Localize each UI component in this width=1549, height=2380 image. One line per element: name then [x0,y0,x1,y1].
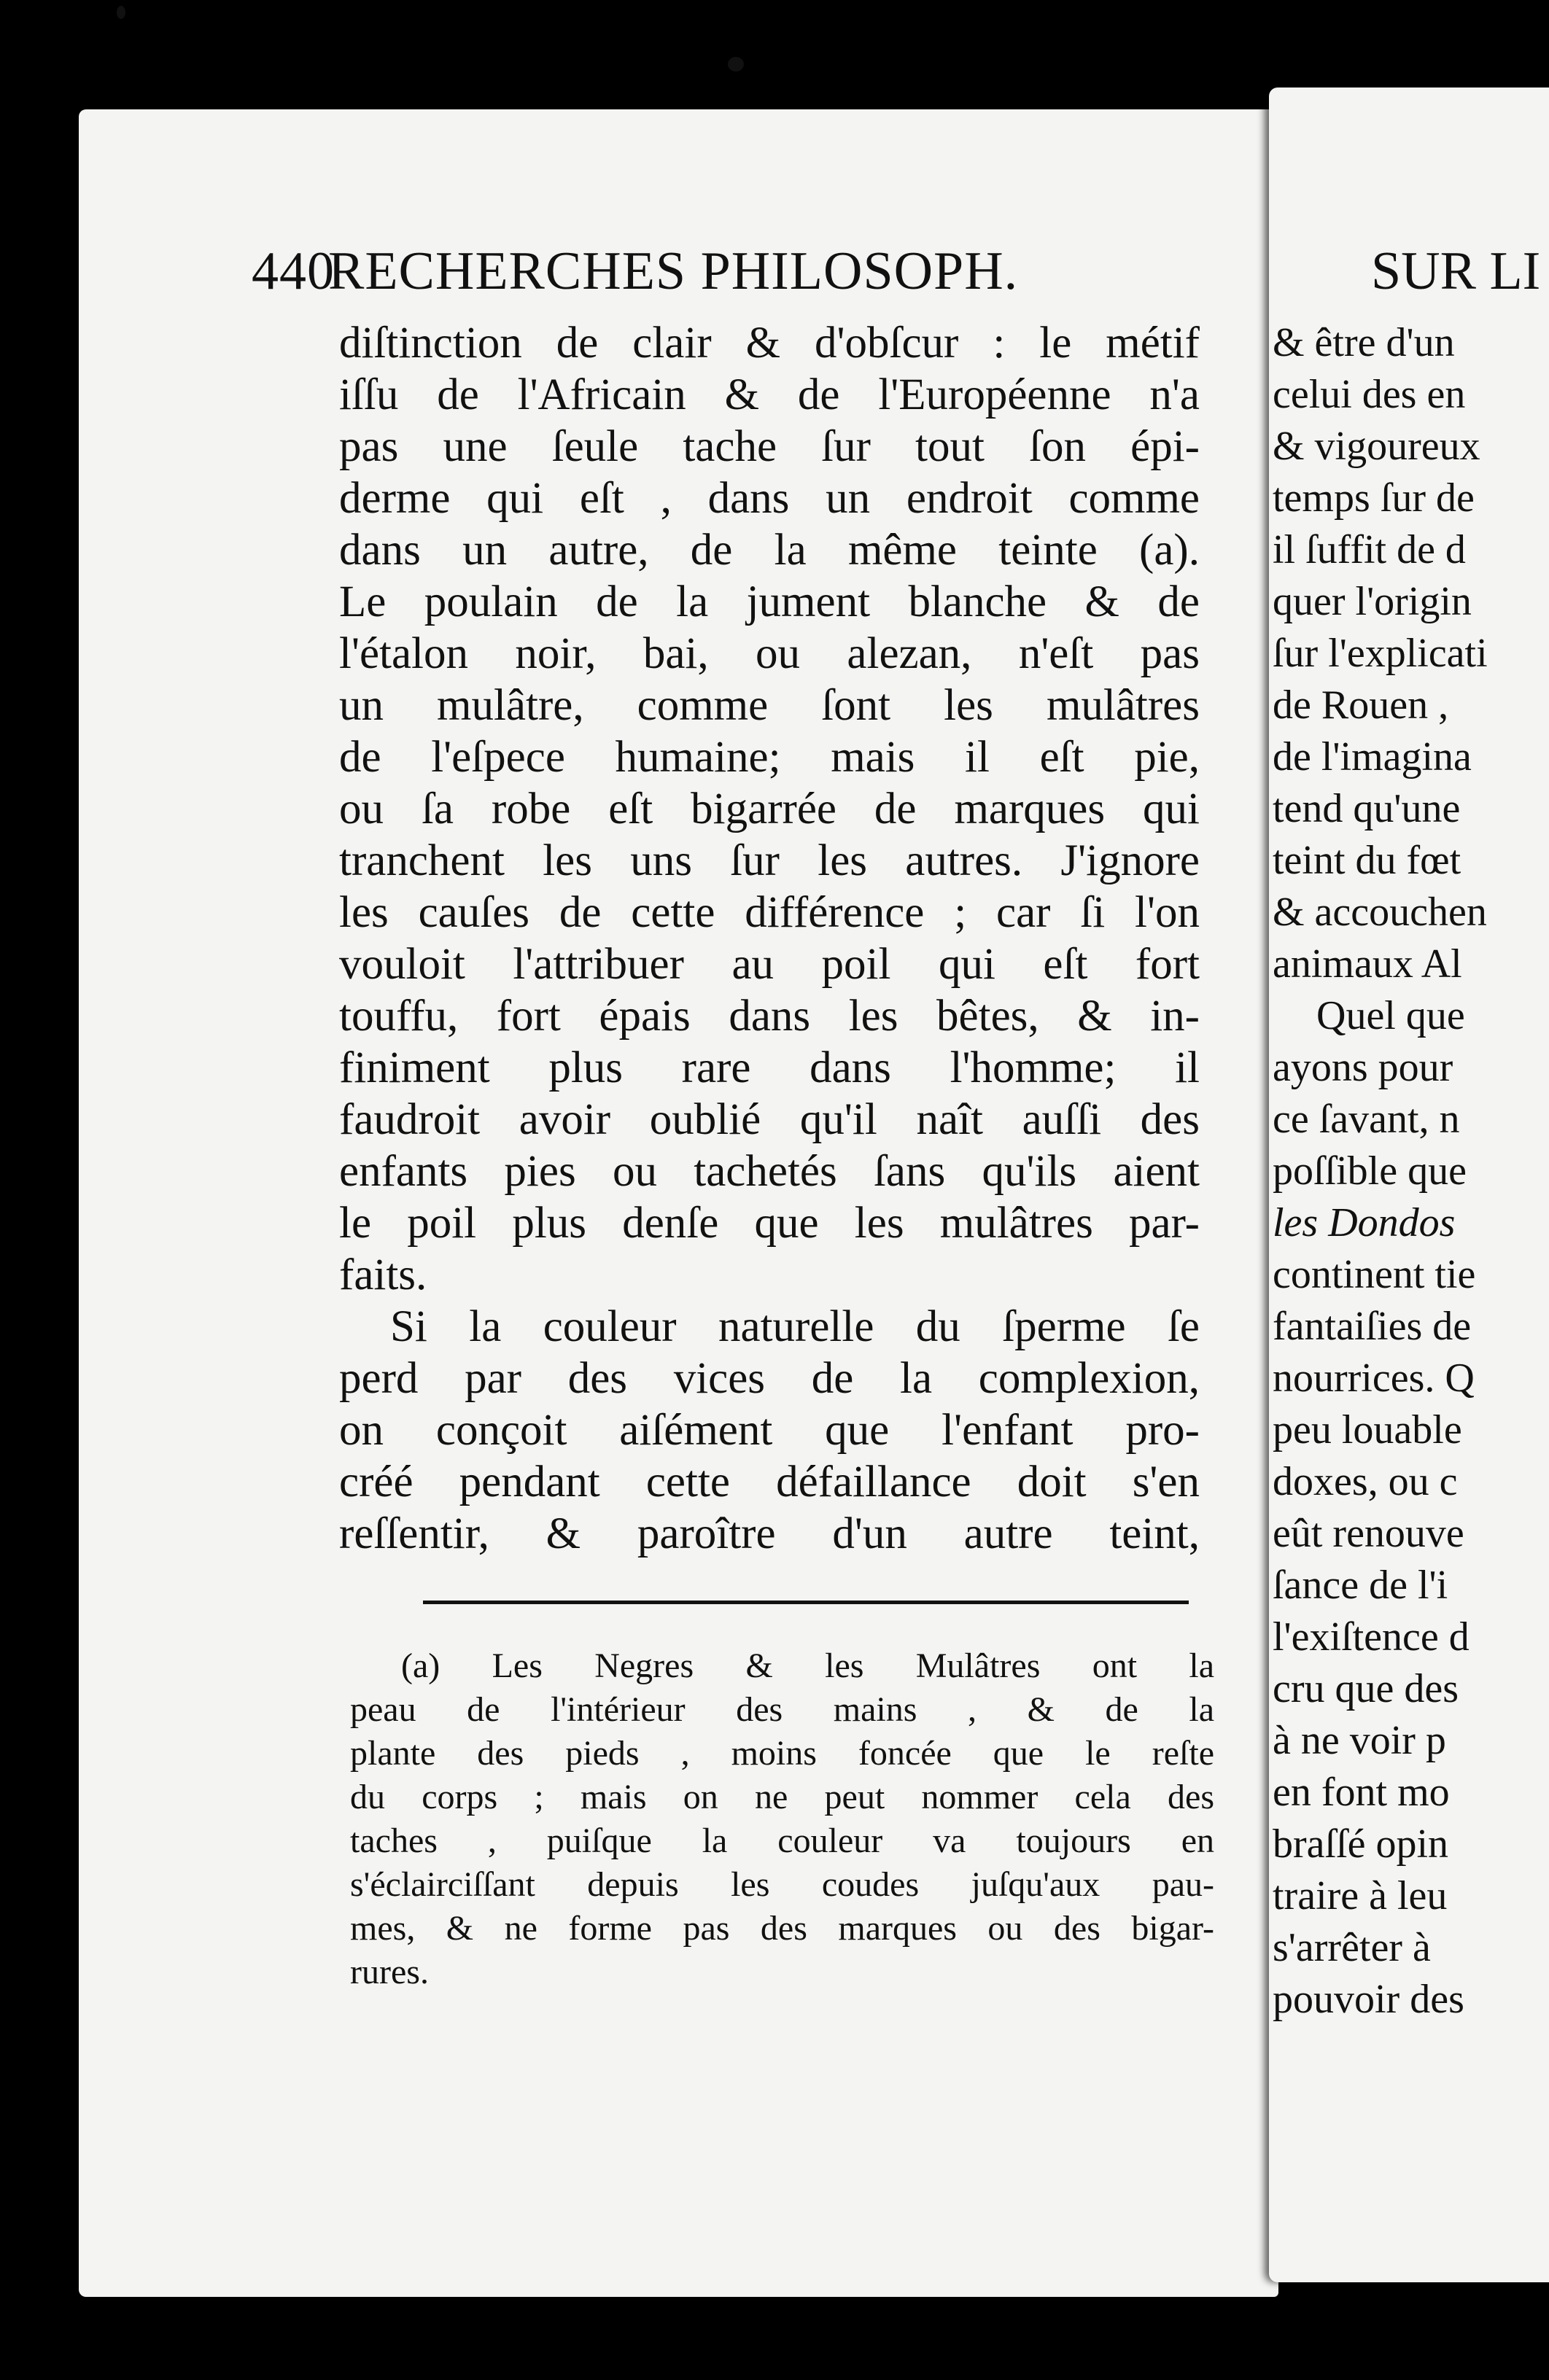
footnote-rule [423,1601,1189,1604]
right-text-line: ayons pour [1273,1045,1453,1090]
text-line: Si la couleur naturelle du ſperme ſe [390,1302,1200,1351]
scan-speck [117,6,125,19]
right-text-line: & vigoureux [1273,424,1480,469]
text-line: les cauſes de cette différence ; car ſi l'on [339,888,1200,937]
footnote [350,1644,1214,1994]
right-text-line: ce ſavant, n [1273,1097,1460,1142]
right-text-line: pouvoir des [1273,1977,1464,2022]
text-line: l'étalon noir, bai, ou alezan, n'eſt pas [339,629,1200,678]
right-text-line: cru que des [1273,1666,1459,1711]
right-text-line: s'arrêter à [1273,1925,1431,1970]
footnote-line: plante des pieds , moins foncée que le reſte [350,1734,1214,1773]
right-text-line: ſur l'explicati [1273,631,1488,676]
text-line: tranchent les uns ſur les autres. J'ignore [339,836,1200,885]
right-text-line: les Dondos [1273,1200,1456,1245]
right-text-line: en font mo [1273,1770,1450,1815]
right-text-line: à ne voir p [1273,1718,1446,1763]
right-text-line: fantaiſies de [1273,1304,1472,1349]
text-line: Le poulain de la jument blanche & de [339,578,1200,626]
text-line: faudroit avoir oublié qu'il naît auſſi des [339,1095,1200,1144]
right-text-line: eût renouve [1273,1511,1464,1556]
right-text-line: continent tie [1273,1252,1476,1297]
right-text-line: poſſible que [1273,1148,1467,1194]
right-text-line: doxes, ou c [1273,1459,1458,1504]
right-text-line: tend qu'une [1273,786,1461,831]
text-line: un mulâtre, comme ſont les mulâtres [339,681,1200,730]
text-line: dans un autre, de la même teinte (a). [339,526,1200,575]
text-line: finiment plus rare dans l'homme; il [339,1043,1200,1092]
right-text-line: traire à leu [1273,1873,1448,1918]
text-line: créé pendant cette défaillance doit s'en [339,1458,1200,1506]
text-line: de l'eſpece humaine; mais il eſt pie, [339,733,1200,782]
right-text-line: teint du fœt [1273,838,1461,883]
right-text-line: celui des en [1273,372,1466,417]
right-text-line: il ſuffit de d [1273,527,1466,572]
footnote-line: peau de l'intérieur des mains , & de la [350,1690,1214,1729]
right-text-line: animaux Al [1273,941,1462,987]
footnote-line: mes, & ne forme pas des marques ou des bigar- [350,1909,1214,1948]
right-text-line: de l'imagina [1273,734,1472,779]
right-text-line: & accouchen [1273,890,1487,935]
right-text-line: braſſé opin [1273,1821,1449,1867]
text-line: derme qui eſt , dans un endroit comme [339,474,1200,523]
footnote-line: taches , puiſque la couleur va toujours en [350,1821,1214,1860]
right-page-text [1273,317,1488,2026]
text-line: iſſu de l'Africain & de l'Européenne n'a [339,370,1200,419]
right-text-line: temps ſur de [1273,475,1475,521]
scan-speck [728,57,744,71]
right-text-line: de Rouen , [1273,682,1449,728]
text-line: faits. [339,1251,427,1299]
footnote-line: (a) Les Negres & les Mulâtres ont la [401,1646,1214,1685]
text-line: enfants pies ou tachetés ſans qu'ils aient [339,1147,1200,1196]
main-text [339,317,1200,1560]
text-line: reſſentir, & paroître d'un autre teint, [339,1509,1200,1558]
right-text-line: peu louable [1273,1407,1462,1452]
right-running-title: SUR LI [1371,241,1541,301]
text-line: perd par des vices de la complexion, [339,1354,1200,1403]
text-line: on conçoit aiſément que l'enfant pro- [339,1406,1200,1455]
footnote-line: rures. [350,1953,429,1991]
running-title: RECHERCHES PHILOSOPH. [328,241,1019,301]
text-line: vouloit l'attribuer au poil qui eſt fort [339,940,1200,989]
right-text-line: & être d'un [1273,320,1455,365]
right-text-line: nourrices. Q [1273,1356,1475,1401]
right-text-line: l'exiſtence d [1273,1614,1470,1660]
footnote-line: s'éclairciſſant depuis les coudes juſqu'aux pau- [350,1865,1214,1904]
page-number: 440 [252,241,335,301]
right-text-line: quer l'origin [1273,579,1472,624]
footnote-line: du corps ; mais on ne peut nommer cela des [350,1778,1214,1816]
text-line: diſtinction de clair & d'obſcur : le métif [339,319,1200,368]
right-text-line: Quel que [1316,993,1465,1038]
right-text-line: ſance de l'i [1273,1563,1448,1608]
text-line: le poil plus denſe que les mulâtres par- [339,1199,1200,1248]
text-line: ou ſa robe eſt bigarrée de marques qui [339,785,1200,833]
text-line: touffu, fort épais dans les bêtes, & in- [339,992,1200,1041]
text-line: pas une ſeule tache ſur tout ſon épi- [339,422,1200,471]
page-header [252,241,1178,306]
